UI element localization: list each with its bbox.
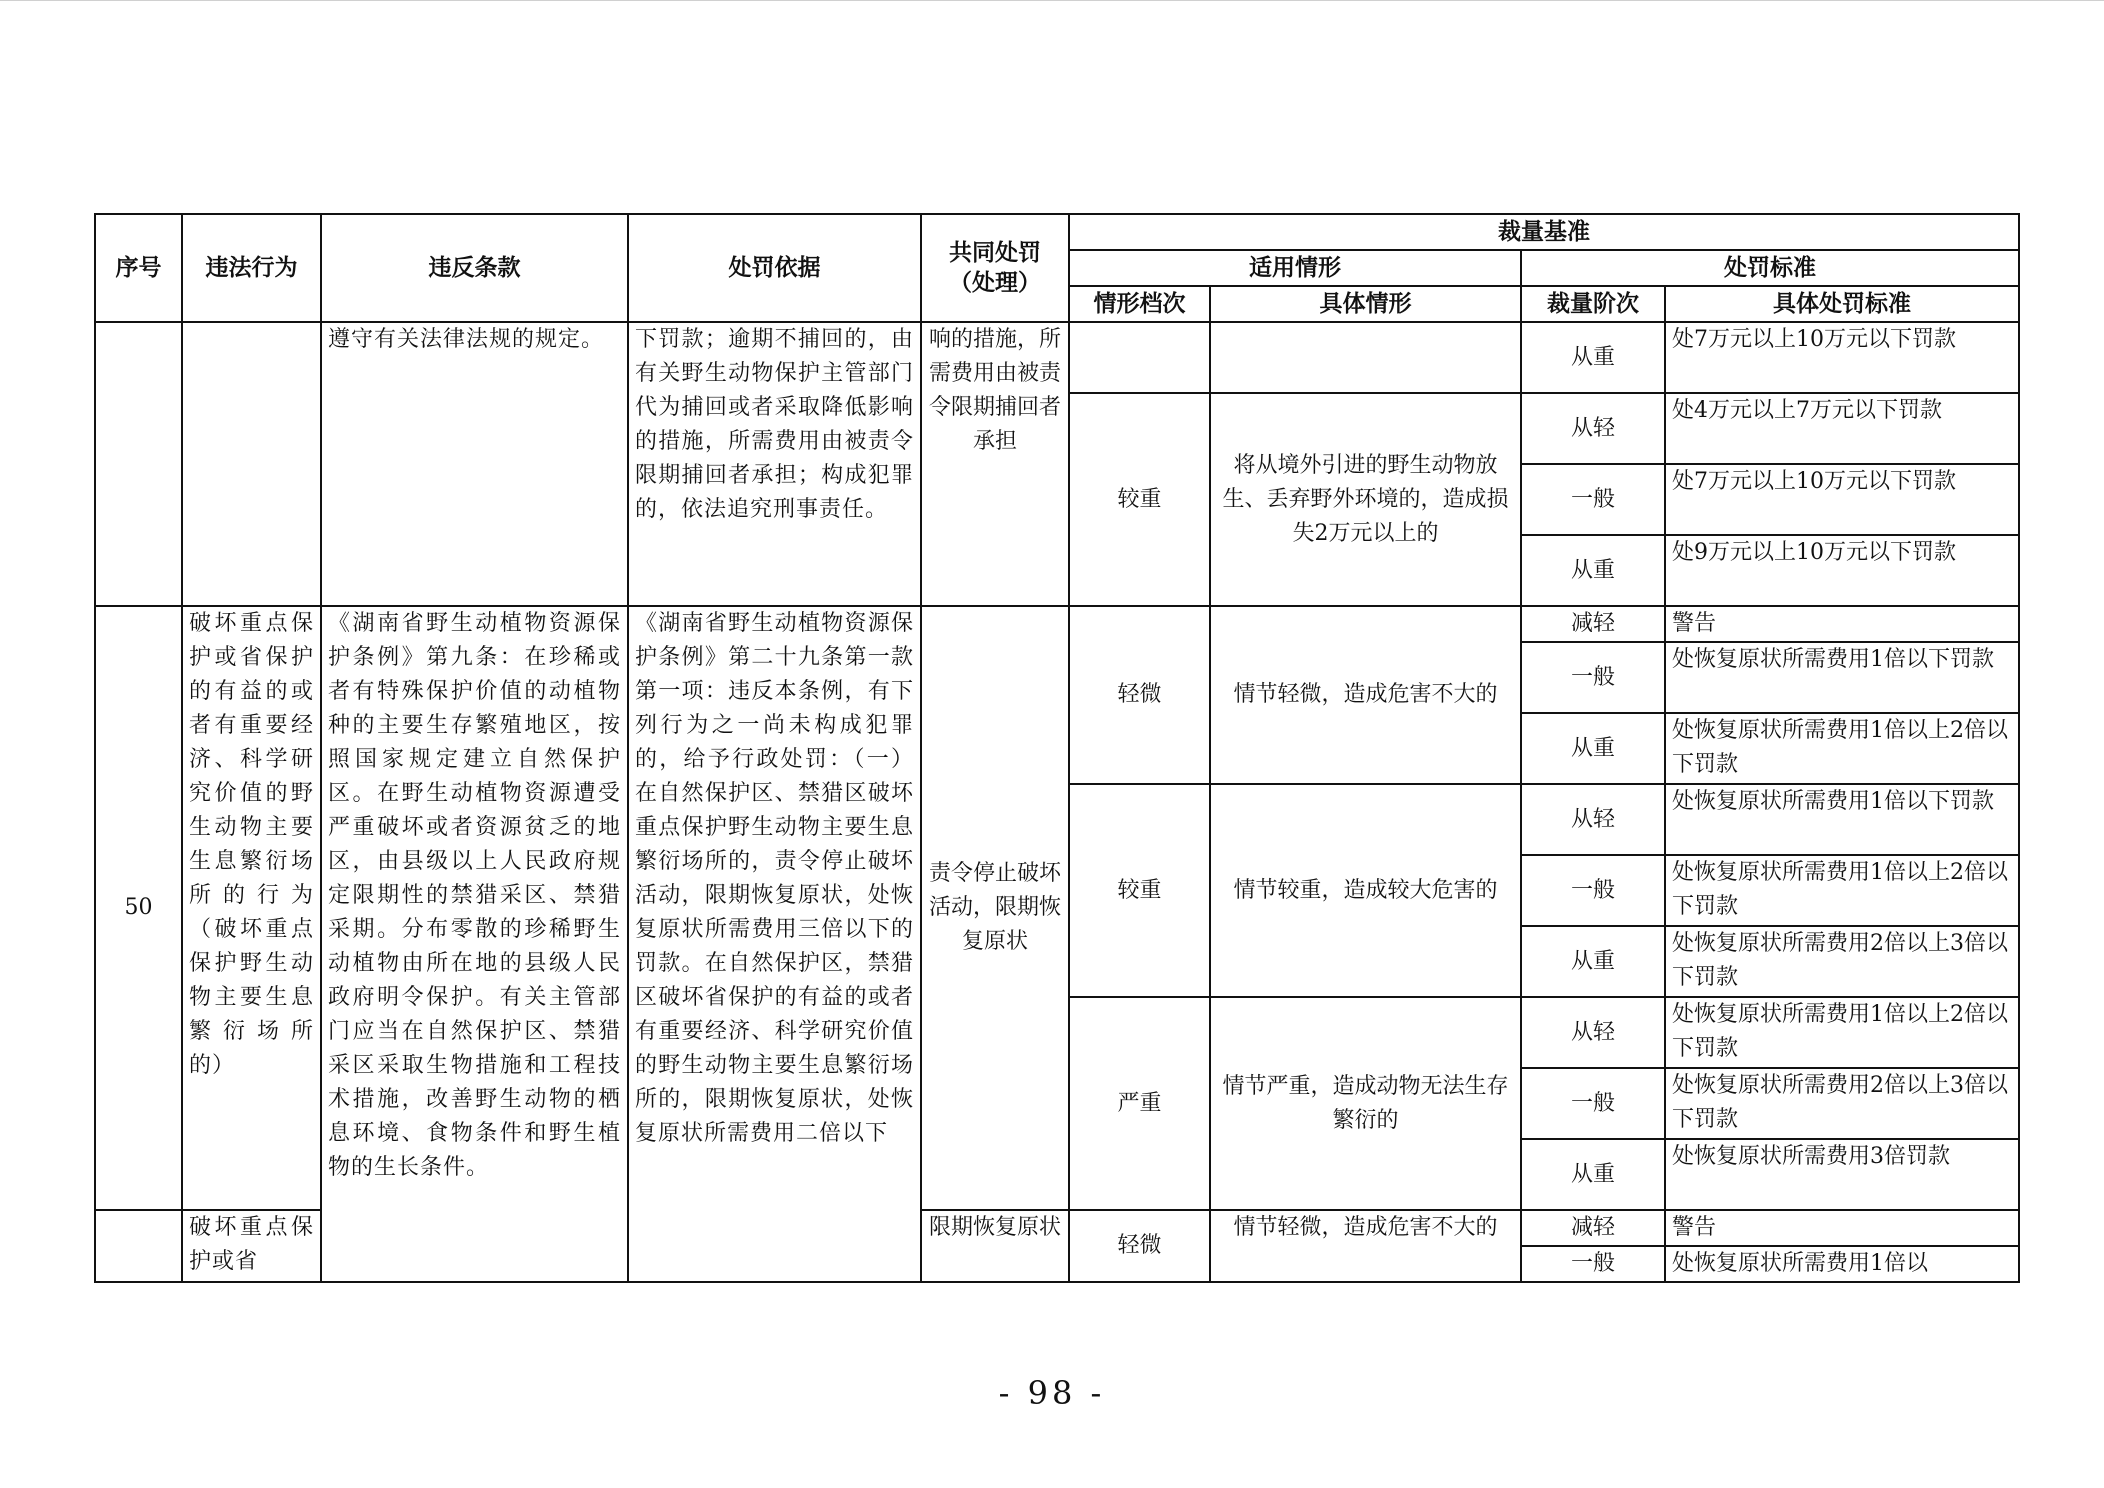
item-joint-penalty: 责令停止破坏活动，限期恢复原状	[921, 606, 1069, 1210]
situation-cell: 情节严重，造成动物无法生存繁衍的	[1210, 997, 1521, 1210]
step-cell: 一般	[1521, 855, 1665, 926]
step-cell: 减轻	[1521, 606, 1665, 642]
header-situation: 具体情形	[1210, 286, 1521, 322]
page-number: - 98 -	[998, 1374, 1106, 1412]
next-behavior: 破坏重点保护或省	[182, 1210, 321, 1282]
standard-cell: 处恢复原状所需费用2倍以上3倍以下罚款	[1665, 1068, 2019, 1139]
header-applicable-situation: 适用情形	[1069, 250, 1521, 286]
step-cell: 从重	[1521, 535, 1665, 606]
item-seq: 50	[95, 606, 182, 1210]
level-cell: 较重	[1069, 784, 1210, 997]
standard-cell: 处9万元以上10万元以下罚款	[1665, 535, 2019, 606]
step-cell: 从重	[1521, 1139, 1665, 1210]
situation-cell: 情节轻微，造成危害不大的	[1210, 1210, 1521, 1282]
header-behavior: 违法行为	[182, 214, 321, 322]
header-discretion-standard: 裁量基准	[1069, 214, 2019, 250]
cont-behavior-cell	[182, 322, 321, 606]
step-cell: 从轻	[1521, 997, 1665, 1068]
standard-cell: 处恢复原状所需费用1倍以上2倍以下罚款	[1665, 855, 2019, 926]
step-cell: 减轻	[1521, 1210, 1665, 1246]
standard-cell: 处恢复原状所需费用1倍以	[1665, 1246, 2019, 1282]
step-cell: 一般	[1521, 464, 1665, 535]
header-penalty-basis: 处罚依据	[628, 214, 921, 322]
cont-violated-article: 遵守有关法律法规的规定。	[321, 322, 628, 606]
standard-cell: 处4万元以上7万元以下罚款	[1665, 393, 2019, 464]
cont-penalty-basis: 下罚款；逾期不捕回的，由有关野生动物保护主管部门代为捕回或者采取降低影响的措施，所需费用由被责令限期捕回者承担；构成犯罪的，依法追究刑事责任。	[628, 322, 921, 606]
item-violated-article: 《湖南省野生动植物资源保护条例》第九条：在珍稀或者有特殊保护价值的动植物种的主要生存繁殖地区，按照国家规定建立自然保护区。在野生动植物资源遭受严重破坏或者资源贫乏的地区，由县级以上人民政府规定限期性的禁猎采区、禁猎采期。分布零散的珍稀野生动植物由所在地的县级人民政府明令保护。有关主管部门应当在自然保护区、禁猎采区采取生物措施和工程技术措施，改善野生动物的栖息环境、食物条件和野生植物的生长条件。	[321, 606, 628, 1282]
standard-cell: 处恢复原状所需费用2倍以上3倍以下罚款	[1665, 926, 2019, 997]
situation-cell: 情节轻微，造成危害不大的	[1210, 606, 1521, 784]
cont-empty-situation	[1210, 322, 1521, 393]
table-row	[95, 606, 2019, 642]
standard-cell: 处恢复原状所需费用3倍罚款	[1665, 1139, 2019, 1210]
level-cell: 轻微	[1069, 1210, 1210, 1282]
situation-cell: 情节较重，造成较大危害的	[1210, 784, 1521, 997]
level-cell: 严重	[1069, 997, 1210, 1210]
step-cell: 从重	[1521, 322, 1665, 393]
step-cell: 一般	[1521, 642, 1665, 713]
cont-joint-penalty: 响的措施，所需费用由被责令限期捕回者承担	[921, 322, 1069, 606]
step-cell: 从重	[1521, 926, 1665, 997]
step-cell: 从轻	[1521, 784, 1665, 855]
step-cell: 从轻	[1521, 393, 1665, 464]
step-cell: 一般	[1521, 1068, 1665, 1139]
next-seq-cell	[95, 1210, 182, 1282]
standard-cell: 警告	[1665, 1210, 2019, 1246]
standard-cell: 处恢复原状所需费用1倍以上2倍以下罚款	[1665, 713, 2019, 784]
standard-cell: 处7万元以上10万元以下罚款	[1665, 322, 2019, 393]
standard-cell: 处恢复原状所需费用1倍以下罚款	[1665, 784, 2019, 855]
table-row	[95, 322, 2019, 393]
level-cell: 轻微	[1069, 606, 1210, 784]
header-violated-article: 违反条款	[321, 214, 628, 322]
cont-empty-level	[1069, 322, 1210, 393]
item-penalty-basis: 《湖南省野生动植物资源保护条例》第二十九条第一款第一项：违反本条例，有下列行为之一尚未构成犯罪的，给予行政处罚：（一）在自然保护区、禁猎区破坏重点保护野生动物主要生息繁衍场所的，责令停止破坏活动，限期恢复原状，处恢复原状所需费用三倍以下的罚款。在自然保护区，禁猎区破坏省保护的有益的或者有重要经济、科学研究价值的野生动物主要生息繁衍场所的，限期恢复原状，处恢复原状所需费用二倍以下	[628, 606, 921, 1282]
page-top-border	[0, 0, 2104, 1]
header-specific-standard: 具体处罚标准	[1665, 286, 2019, 322]
header-penalty-standard: 处罚标准	[1521, 250, 2019, 286]
step-cell: 从重	[1521, 713, 1665, 784]
step-cell: 一般	[1521, 1246, 1665, 1282]
standard-cell: 警告	[1665, 606, 2019, 642]
situation-cell: 将从境外引进的野生动物放生、丢弃野外环境的，造成损失2万元以上的	[1210, 393, 1521, 606]
item-behavior: 破坏重点保护或省保护的有益的或者有重要经济、科学研究价值的野生动物主要生息繁衍场所的行为（破坏重点保护野生动物主要生息繁衍场所的）	[182, 606, 321, 1210]
header-seq: 序号	[95, 214, 182, 322]
standard-cell: 处7万元以上10万元以下罚款	[1665, 464, 2019, 535]
next-joint-penalty: 限期恢复原状	[921, 1210, 1069, 1282]
header-step: 裁量阶次	[1521, 286, 1665, 322]
discretion-standard-table	[94, 213, 2020, 1283]
header-row-1	[95, 214, 2019, 250]
level-cell: 较重	[1069, 393, 1210, 606]
cont-seq-cell	[95, 322, 182, 606]
header-joint-penalty: 共同处罚（处理）	[921, 214, 1069, 322]
header-level: 情形档次	[1069, 286, 1210, 322]
standard-cell: 处恢复原状所需费用1倍以下罚款	[1665, 642, 2019, 713]
standard-cell: 处恢复原状所需费用1倍以上2倍以下罚款	[1665, 997, 2019, 1068]
